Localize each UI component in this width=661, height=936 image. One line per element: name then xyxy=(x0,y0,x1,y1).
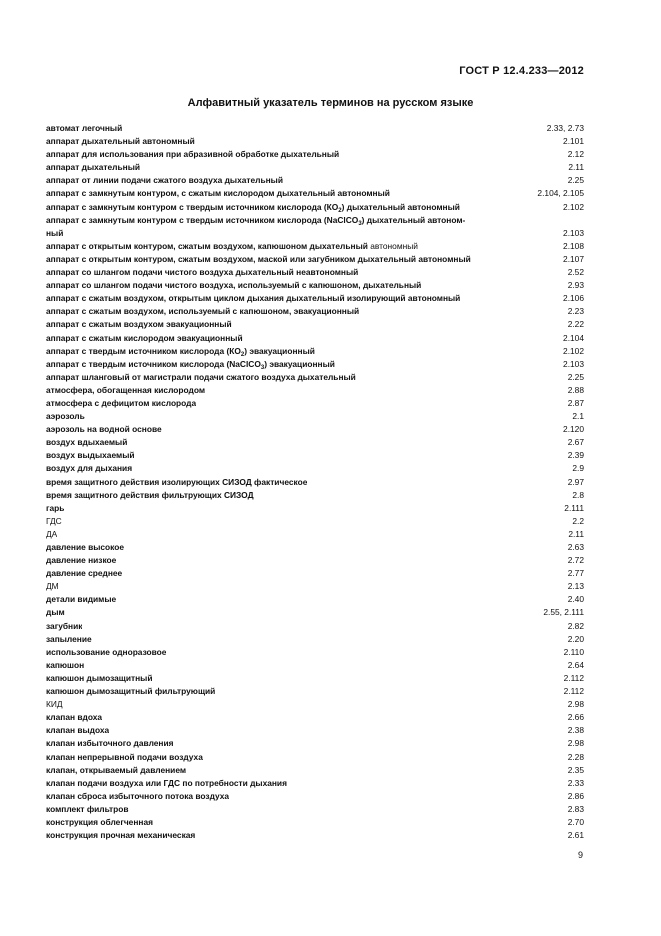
term-text: аппарат дыхательный автономный xyxy=(46,136,195,147)
term-text: аппарат с замкнутым контуром с твердым источником кислорода (NaClCO xyxy=(46,214,359,225)
index-entry xyxy=(46,672,584,685)
index-reference: 2.33 xyxy=(567,777,584,788)
index-entry xyxy=(46,685,584,698)
term-text: аппарат со шлангом подачи чистого воздуха дыхательный неавтономный xyxy=(46,267,359,278)
index-reference: 2.63 xyxy=(567,542,584,552)
index-term xyxy=(46,528,57,541)
index-term xyxy=(46,253,471,266)
index-reference: 2.82 xyxy=(567,620,584,631)
index-reference: 2.112 xyxy=(563,686,584,697)
term-text: клапан избыточного давления xyxy=(46,738,174,749)
index-entry xyxy=(46,122,584,135)
term-text: воздух выдыхаемый xyxy=(46,450,135,461)
index-reference: 2.104, 2.105 xyxy=(537,188,584,199)
term-text: клапан вдоха xyxy=(46,712,103,723)
index-entry xyxy=(46,502,584,515)
subscript: 2 xyxy=(338,207,342,214)
index-reference: 2.23 xyxy=(567,306,584,317)
term-text: клапан, открываемый давлением xyxy=(46,764,187,775)
index-term xyxy=(46,646,166,659)
index-reference: 2.97 xyxy=(567,476,584,487)
term-text: аппарат с сжатым воздухом, используемый с капюшоном, эвакуационный xyxy=(46,306,360,317)
index-entry xyxy=(46,476,584,489)
index-term xyxy=(46,462,132,475)
index-entry xyxy=(46,253,584,266)
term-text: аппарат с открытым контуром, сжатым воздухом, маской или загубником дыхательный автономный xyxy=(46,253,471,264)
index-entry xyxy=(46,318,584,331)
index-entry xyxy=(46,384,584,397)
term-text: ) дыхательный автономный xyxy=(341,201,460,212)
index-reference: 2.107 xyxy=(563,253,584,264)
term-tail: автономный xyxy=(367,240,418,251)
index-entry xyxy=(46,449,584,462)
index-reference: 2.108 xyxy=(563,240,584,251)
term-text: аппарат со шлангом подачи чистого воздуха, используемый с капюшоном, дыхательный xyxy=(46,280,422,291)
index-entry xyxy=(46,816,584,829)
term-tail: ГДС xyxy=(46,515,62,526)
index-term xyxy=(46,305,359,318)
index-term xyxy=(46,449,135,462)
term-text: аппарат от линии подачи сжатого воздуха дыхательный xyxy=(46,175,283,186)
index-term xyxy=(46,685,215,698)
index-term xyxy=(46,201,460,214)
index-term xyxy=(46,606,65,619)
index-term xyxy=(46,816,153,829)
index-term xyxy=(46,384,205,397)
term-text: ) дыхательный автоном- xyxy=(361,214,466,225)
index-reference: 2.39 xyxy=(567,450,584,461)
index-term xyxy=(46,436,127,449)
term-text: автомат легочный xyxy=(46,123,123,133)
index-entry xyxy=(46,279,584,292)
index-reference: 2.88 xyxy=(567,384,584,395)
index-reference: 2.66 xyxy=(567,712,584,723)
index-reference: 2.112 xyxy=(563,672,584,683)
index-entry xyxy=(46,620,584,633)
index-entry xyxy=(46,410,584,423)
index-reference: 2.110 xyxy=(563,646,584,657)
index-reference: 2.55, 2.111 xyxy=(543,607,584,618)
index-term xyxy=(46,345,315,358)
index-reference: 2.38 xyxy=(567,725,584,736)
index-term xyxy=(46,279,421,292)
term-text: ный xyxy=(46,227,64,238)
index-entry xyxy=(46,567,584,580)
index-reference: 2.25 xyxy=(567,371,584,382)
index-term xyxy=(46,737,174,750)
index-term xyxy=(46,790,229,803)
term-text: аппарат для использования при абразивной обработке дыхательный xyxy=(46,149,340,160)
subscript: 2 xyxy=(240,351,245,358)
index-term xyxy=(46,777,287,790)
index-term xyxy=(46,161,140,174)
index-reference: 2.120 xyxy=(563,424,584,435)
index-reference: 2.8 xyxy=(572,489,584,500)
index-reference: 2.77 xyxy=(567,568,584,579)
term-text: давление низкое xyxy=(46,555,117,566)
index-term xyxy=(46,659,84,672)
term-text: ) эвакуационный xyxy=(264,358,335,369)
index-term xyxy=(46,266,358,279)
index-entry xyxy=(46,161,584,174)
index-term xyxy=(46,580,59,593)
index-entry xyxy=(46,659,584,672)
term-text: время защитного действия фильтрующих СИЗОД xyxy=(46,489,254,500)
index-reference: 2.98 xyxy=(567,738,584,749)
index-term xyxy=(46,541,124,554)
index-reference: 2.104 xyxy=(563,332,584,343)
index-term xyxy=(46,410,85,423)
index-reference: 2.2 xyxy=(572,515,584,526)
index-reference: 2.22 xyxy=(567,319,584,330)
index-term xyxy=(46,554,116,567)
index-term xyxy=(46,672,153,685)
index-entry xyxy=(46,332,584,345)
term-text: аппарат с твердым источником кислорода (КО xyxy=(46,345,241,356)
term-tail: КИД xyxy=(46,699,63,710)
index-reference: 2.11 xyxy=(568,528,584,539)
index-reference: 2.70 xyxy=(567,816,584,827)
index-entry xyxy=(46,266,584,279)
index-reference: 2.102 xyxy=(563,201,584,212)
index-term xyxy=(46,593,116,606)
term-text: аэрозоль xyxy=(46,411,85,422)
term-text: аппарат с замкнутым контуром, с сжатым кислородом дыхательный автономный xyxy=(46,188,390,199)
index-reference: 2.20 xyxy=(567,633,584,644)
index-term xyxy=(46,318,232,331)
index-entry xyxy=(46,371,584,384)
index-reference: 2.102 xyxy=(563,345,584,356)
index-term xyxy=(46,751,203,764)
index-reference: 2.13 xyxy=(567,581,584,592)
page-number: 9 xyxy=(577,850,583,860)
index-reference: 2.103 xyxy=(563,358,584,369)
index-reference: 2.28 xyxy=(567,751,584,762)
term-text: клапан непрерывной подачи воздуха xyxy=(46,751,203,762)
index-term xyxy=(46,214,465,240)
term-tail: ДМ xyxy=(46,581,59,592)
index-entry xyxy=(46,633,584,646)
index-entry xyxy=(46,541,584,554)
index-entry xyxy=(46,724,584,737)
index-term xyxy=(46,489,254,502)
index-entry xyxy=(46,554,584,567)
index-term xyxy=(46,698,63,711)
index-reference: 2.61 xyxy=(567,830,584,841)
term-text: дым xyxy=(46,607,65,618)
term-text: атмосфера, обогащенная кислородом xyxy=(46,384,206,395)
index-reference: 2.87 xyxy=(567,397,584,408)
index-entry xyxy=(46,698,584,711)
index-term xyxy=(46,292,460,305)
index-reference: 2.67 xyxy=(567,437,584,448)
term-text: клапан подачи воздуха или ГДС по потребности дыхания xyxy=(46,777,287,788)
index-reference: 2.12 xyxy=(567,149,584,160)
index-reference: 2.33, 2.73 xyxy=(546,123,584,133)
term-text: клапан выдоха xyxy=(46,725,110,736)
index-term xyxy=(46,135,195,148)
index-entry xyxy=(46,201,584,214)
index-entry xyxy=(46,240,584,253)
index-term xyxy=(46,240,418,253)
index-term xyxy=(46,502,64,515)
term-text: аппарат с замкнутым контуром с твердым источником кислорода (КО xyxy=(46,201,339,212)
index-entry xyxy=(46,292,584,305)
index-entry xyxy=(46,803,584,816)
term-text: капюшон дымозащитный xyxy=(46,672,153,683)
index-term xyxy=(46,711,102,724)
index-reference: 2.93 xyxy=(567,280,584,291)
index-term xyxy=(46,397,196,410)
term-text: комплект фильтров xyxy=(46,803,129,814)
term-text: клапан сброса избыточного потока воздуха xyxy=(46,790,230,801)
index-entry xyxy=(46,489,584,502)
index-term xyxy=(46,633,92,646)
term-text: аппарат с сжатым кислородом эвакуационный xyxy=(46,332,243,343)
index-reference: 2.86 xyxy=(567,790,584,801)
index-term xyxy=(46,620,82,633)
term-text: аппарат с твердым источником кислорода (NaClCO xyxy=(46,358,261,369)
index-entry xyxy=(46,751,584,764)
term-text: аппарат с открытым контуром, сжатым воздухом, капюшоном дыхательный xyxy=(46,240,368,251)
index-entry xyxy=(46,462,584,475)
index-term xyxy=(46,567,122,580)
index-entry xyxy=(46,135,584,148)
term-text: давление среднее xyxy=(46,568,123,579)
index-reference: 2.1 xyxy=(572,411,584,422)
index-entry xyxy=(46,148,584,161)
index-reference: 2.98 xyxy=(567,699,584,710)
index-term xyxy=(46,371,356,384)
index-reference: 2.101 xyxy=(563,136,584,147)
index-entry xyxy=(46,345,584,358)
term-text: использование одноразовое xyxy=(46,646,167,657)
term-text: аппарат шланговый от магистрали подачи сжатого воздуха дыхательный xyxy=(46,371,356,382)
document-header: ГОСТ Р 12.4.233—2012 xyxy=(459,65,584,77)
index-entry xyxy=(46,187,584,200)
index-reference: 2.9 xyxy=(572,463,584,474)
page-title: Алфавитный указатель терминов на русском языке xyxy=(187,97,474,109)
index-entry xyxy=(46,528,584,541)
term-text: воздух для дыхания xyxy=(46,463,133,474)
index-reference: 2.83 xyxy=(567,803,584,814)
index-entry xyxy=(46,423,584,436)
index-reference: 2.72 xyxy=(567,555,584,566)
term-text: время защитного действия изолирующих СИЗОД фактическое xyxy=(46,476,308,487)
index-term xyxy=(46,515,62,528)
index-term xyxy=(46,764,186,777)
index-entry xyxy=(46,305,584,318)
index-entry xyxy=(46,711,584,724)
term-text: капюшон дымозащитный фильтрующий xyxy=(46,686,216,697)
index-term xyxy=(46,803,129,816)
term-text: конструкция облегченная xyxy=(46,816,153,827)
index-reference: 2.111 xyxy=(564,502,584,513)
term-text: загубник xyxy=(46,620,83,631)
index-reference: 2.64 xyxy=(567,659,584,670)
index-term xyxy=(46,122,122,135)
index-entry xyxy=(46,790,584,803)
index-entry xyxy=(46,646,584,659)
index-term xyxy=(46,423,162,436)
index-reference: 2.35 xyxy=(567,764,584,775)
subscript: 3 xyxy=(260,364,265,371)
index-reference: 2.40 xyxy=(567,594,584,605)
term-text: воздух вдыхаемый xyxy=(46,437,128,448)
index-entry xyxy=(46,764,584,777)
index-entry xyxy=(46,593,584,606)
index-entry xyxy=(46,606,584,619)
term-text: конструкция прочная механическая xyxy=(46,830,196,841)
index-term xyxy=(46,332,243,345)
term-text: запыление xyxy=(46,633,92,644)
index-entry xyxy=(46,436,584,449)
term-text: аппарат с сжатым воздухом, открытым циклом дыхания дыхательный изолирующий автономный xyxy=(46,293,461,304)
index-entry xyxy=(46,174,584,187)
term-text: атмосфера с дефицитом кислорода xyxy=(46,397,197,408)
term-text: аппарат дыхательный xyxy=(46,162,141,173)
index-entry xyxy=(46,397,584,410)
index-entry xyxy=(46,737,584,750)
term-index-list xyxy=(46,122,584,842)
index-term xyxy=(46,174,283,187)
term-text: капюшон xyxy=(46,659,85,670)
index-term xyxy=(46,724,109,737)
index-entry xyxy=(46,777,584,790)
term-text: аппарат с сжатым воздухом эвакуационный xyxy=(46,319,232,330)
index-reference: 2.103 xyxy=(563,227,584,238)
term-text: детали видимые xyxy=(46,594,117,605)
index-entry xyxy=(46,515,584,528)
index-entry xyxy=(46,214,584,240)
index-term xyxy=(46,476,307,489)
term-tail: ДА xyxy=(46,528,58,539)
subscript: 3 xyxy=(358,220,362,227)
term-text: аэрозоль на водной основе xyxy=(46,424,162,435)
index-term xyxy=(46,829,195,842)
index-term xyxy=(46,187,390,200)
index-term xyxy=(46,358,335,371)
term-text: гарь xyxy=(46,502,65,513)
index-reference: 2.52 xyxy=(567,267,584,278)
index-term xyxy=(46,148,339,161)
term-text: ) эвакуационный xyxy=(244,345,315,356)
index-entry xyxy=(46,358,584,371)
index-entry xyxy=(46,580,584,593)
index-entry xyxy=(46,829,584,842)
index-reference: 2.25 xyxy=(567,175,584,186)
index-reference: 2.106 xyxy=(563,293,584,304)
index-reference: 2.11 xyxy=(568,162,584,173)
term-text: давление высокое xyxy=(46,542,124,552)
